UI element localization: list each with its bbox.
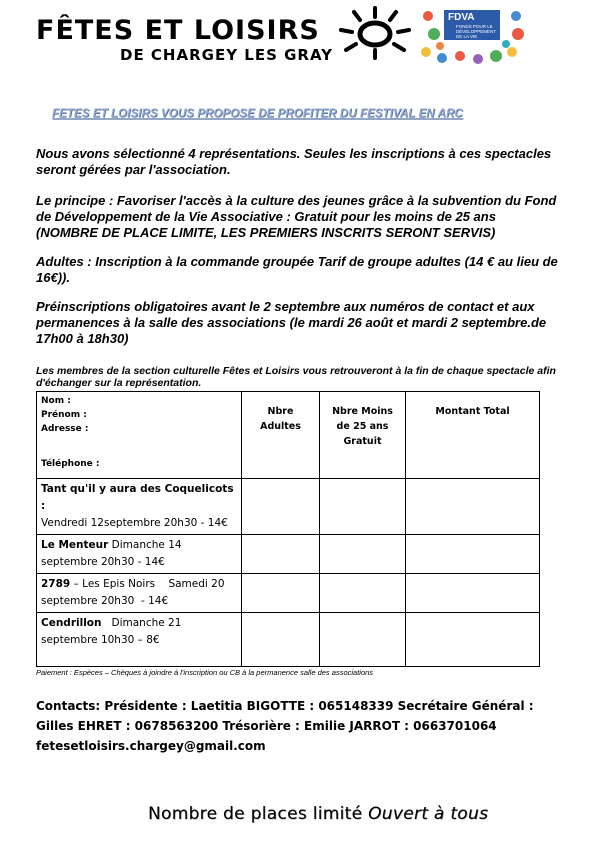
fdva-acronym: FDVA: [448, 12, 475, 23]
adultes-input-cell[interactable]: [242, 574, 320, 613]
show-details: Dimanche 14 septembre 20h30 - 14€: [41, 539, 182, 568]
moins25-input-cell[interactable]: [320, 574, 406, 613]
membres-paragraph: Les membres de la section culturelle Fêtes et Loisirs vous retrouveront à la fin de chaque spectacle afin d'échanger sur la représentation.: [36, 365, 556, 389]
show-row: [37, 613, 540, 667]
montant-input-cell[interactable]: [406, 479, 540, 535]
prenom-label: Prénom :: [41, 410, 87, 420]
montant-input-cell[interactable]: [406, 535, 540, 574]
adultes-input-cell[interactable]: [242, 613, 320, 667]
adultes-input-cell[interactable]: [242, 535, 320, 574]
adultes-input-cell[interactable]: [242, 479, 320, 535]
selection-paragraph: Nous avons sélectionné 4 représentations. Seules les inscriptions à ces spectacles seront gérées par l'association.: [36, 146, 552, 177]
show-row: [37, 479, 540, 535]
show-cell: [37, 479, 242, 535]
show-cell: [37, 574, 242, 613]
identity-row: [37, 392, 540, 479]
fdva-tagline: FONDS POUR LE DÉVELOPPEMENT DE LA VIE ASSOCIATIVE: [456, 24, 496, 44]
moins25-input-cell[interactable]: [320, 535, 406, 574]
headline: FETES ET LOISIRS VOUS PROPOSE DE PROFITER DU FESTIVAL EN ARC: [52, 108, 463, 120]
association-logo-subtitle: DE CHARGEY LES GRAY: [120, 46, 334, 64]
show-title: Le Menteur: [41, 539, 109, 551]
show-title: 2789: [41, 578, 71, 590]
show-title: Tant qu'il y aura des Coquelicots :: [41, 483, 234, 512]
adresse-label: Adresse :: [41, 424, 89, 434]
preinscriptions-paragraph: Préinscriptions obligatoires avant le 2 septembre aux numéros de contact et aux permanences à la salle des associations (le mardi 26 août et mardi 2 septembre.de 17h00 à 18h30): [36, 299, 547, 346]
show-cell: [37, 535, 242, 574]
identity-cell[interactable]: [37, 392, 242, 479]
show-details: Dimanche 21 septembre 10h30 – 8€: [41, 617, 182, 646]
moins25-input-cell[interactable]: [320, 479, 406, 535]
montant-input-cell[interactable]: [406, 574, 540, 613]
fdva-logo: [420, 6, 526, 66]
contacts-text: Contacts: Présidente : Laetitia BIGOTTE : 065148339 Secrétaire Général : Gilles EHRET : 0678563200 Trésorière : Emilie JARROT : 0663701064: [36, 699, 534, 733]
sun-icon: [338, 6, 412, 60]
payment-note: Paiement : Espèces – Chèques à joindre à l'inscription ou CB à la permanence salle des associations: [36, 668, 374, 677]
column-header-adultes: Nbre Adultes: [242, 392, 320, 479]
show-details: Vendredi 12septembre 20h30 - 14€: [41, 517, 228, 529]
adultes-paragraph: Adultes : Inscription à la commande groupée Tarif de groupe adultes (14 € au lieu de 16€)).: [36, 254, 558, 285]
column-header-montant: Montant Total: [406, 392, 540, 479]
show-row: [37, 535, 540, 574]
show-row: [37, 574, 540, 613]
show-title: Cendrillon: [41, 617, 102, 629]
footer-limited: Nombre de places limité: [148, 804, 363, 824]
footer-slogan: [148, 804, 488, 824]
principe-paragraph: Le principe : Favoriser l'accès à la culture des jeunes grâce à la subvention du Fond de Développement de la Vie Associative : Gratuit pour les moins de 25 ans (NOMBRE DE PLACE LIMITE, LES PREMIERS INSCRITS SERONT SERVIS): [36, 193, 557, 240]
registration-form-table: [36, 391, 540, 667]
association-logo-title: FÊTES ET LOISIRS: [36, 15, 320, 46]
contact-email[interactable]: fetesetloisirs.chargey@gmail.com: [36, 739, 266, 753]
show-details: – Les Epis Noirs Samedi 20 septembre 20h30 - 14€: [41, 578, 228, 607]
column-header-moins25: Nbre Moins de 25 ans Gratuit: [320, 392, 406, 479]
show-cell: [37, 613, 242, 667]
nom-label: Nom :: [41, 396, 71, 406]
montant-input-cell[interactable]: [406, 613, 540, 667]
telephone-label: Téléphone :: [41, 459, 100, 469]
moins25-input-cell[interactable]: [320, 613, 406, 667]
footer-open: Ouvert à tous: [368, 804, 489, 824]
